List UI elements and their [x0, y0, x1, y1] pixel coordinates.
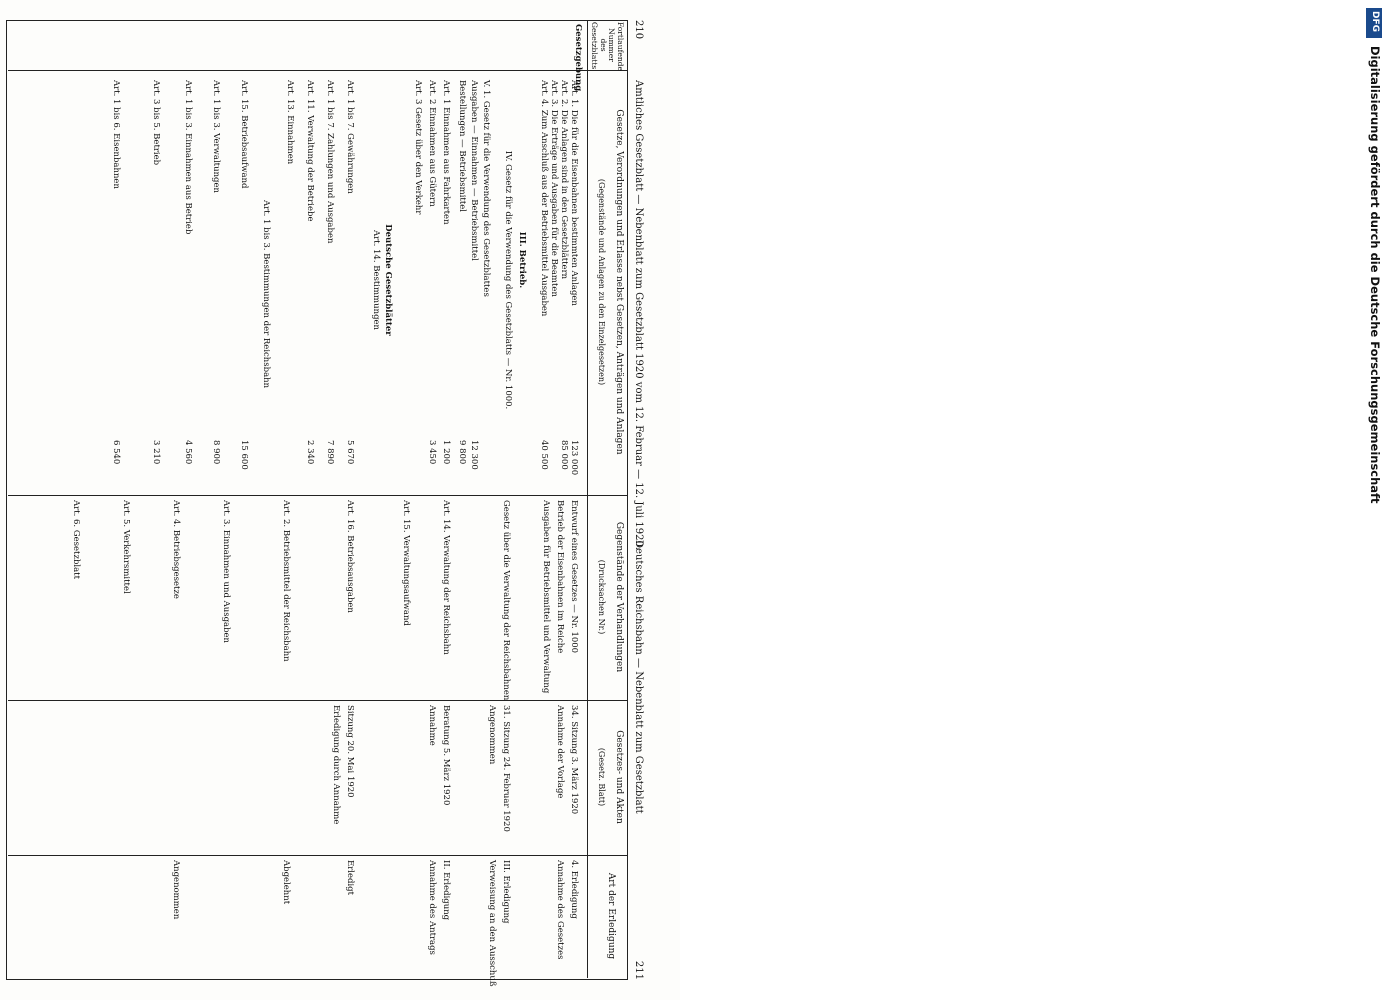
left-line: Art. 1 bis 3. Verwaltungen — [211, 80, 221, 193]
amount-value: 9 800 — [457, 440, 467, 465]
acts-line: Annahme der Vorlage — [555, 705, 565, 799]
column-header-acts: Gesetzes- und Akten — [614, 730, 624, 824]
table-frame — [6, 20, 628, 980]
proceedings-line: Art. 5. Verkehrsmittel — [121, 500, 131, 594]
column-header-proceedings-sub: (Drucksachen Nr.) — [597, 559, 606, 635]
settlement-line: 4. Erledigung — [569, 860, 579, 919]
column-header-number: Fortlaufende Nummer des Gesetzblatts — [590, 22, 625, 71]
column-header-settlement: Art der Erledigung — [606, 872, 616, 960]
proceedings-line: Art. 2. Betriebsmittel der Reichsbahn — [281, 500, 291, 662]
acts-line: Angenommen — [487, 705, 497, 765]
column-rule-4 — [8, 855, 628, 856]
column-rule-3 — [8, 700, 628, 701]
column-header-proceedings: Gegenstände der Verhandlungen — [614, 521, 624, 673]
dfg-logo — [1366, 8, 1382, 38]
amount-value: 3 450 — [427, 440, 437, 465]
amount-value: 6 540 — [111, 440, 121, 465]
page-number-left: 210 — [633, 20, 644, 40]
settlement-line: Abgelehnt — [281, 860, 291, 905]
left-running-title: Amtliches Gesetzblatt — Nebenblatt zum Gesetzblatt 1920 vom 12. Februar — 12. Juli 1920. — [633, 80, 644, 550]
column-header-acts-sub: (Gesetz. Blatt) — [597, 747, 606, 807]
digitization-sidebar — [680, 0, 1382, 1000]
left-line: Art. 1 bis 3. Bestimmungen der Reichsbahn — [261, 200, 271, 389]
left-line: Art. 4. Zum Anschluß aus der Betriebsmittel Ausgaben — [539, 80, 549, 317]
settlement-line: Erledigt — [345, 860, 355, 896]
amount-value: 7 890 — [325, 440, 335, 465]
amount-value: 15 600 — [239, 440, 249, 470]
amount-value: 2 340 — [305, 440, 315, 465]
left-line: Art. 2 Einnahmen aus Gütern — [427, 80, 437, 207]
amount-value: 12 300 — [469, 440, 479, 470]
funding-caption — [1364, 46, 1384, 606]
left-line: Art. 1 bis 7. Zahlungen und Ausgaben — [325, 80, 335, 244]
acts-line: Beratung 5. März 1920 — [441, 705, 451, 806]
acts-line: 31. Sitzung 24. Februar 1920 — [501, 705, 511, 832]
amount-value: 5 670 — [345, 440, 355, 465]
proceedings-line: Entwurf eines Gesetzes — Nr. 1000 — [569, 500, 579, 654]
proceedings-line: Art. 3. Einnahmen und Ausgaben — [221, 500, 231, 644]
amount-value: 1 200 — [441, 440, 451, 465]
left-line: V. 1. Gesetz für die Verwendung des Gesetzblattes — [481, 80, 491, 297]
amount-value: 8 900 — [211, 440, 221, 465]
settlement-line: Verweisung an den Ausschuß — [487, 860, 497, 987]
proceedings-line: Art. 6. Gesetzblatt — [71, 500, 81, 579]
amount-value: 4 560 — [183, 440, 193, 465]
left-line: Art. 3 bis 5. Betrieb — [151, 80, 161, 166]
left-line: Art. 3 Gesetz über den Verkehr — [413, 80, 423, 215]
left-line: Art. 13. Einnahmen — [285, 80, 295, 165]
amount-value: 123 000 — [569, 440, 579, 476]
proceedings-line: Betrieb der Eisenbahnen im Reiche — [555, 500, 565, 654]
left-line: Bestellungen — Betriebsmittel — [457, 80, 467, 212]
left-line: Art. 1 bis 7. Gewährungen — [345, 80, 355, 194]
right-running-title: Deutsches Reichsbahn — Nebenblatt zum Gesetzblatt — [633, 540, 644, 814]
proceedings-line: Art. 14. Verwaltung der Reichsbahn — [441, 500, 451, 655]
amount-value: 85 000 — [559, 440, 569, 470]
acts-line: Erledigung durch Annahme — [331, 705, 341, 825]
left-line: Ausgaben — Einnahmen — Betriebsmittel — [469, 80, 479, 261]
page-number-right: 211 — [633, 960, 644, 980]
funding-caption-text: Digitalisierung gefördert durch die Deutsche Forschungsgemeinschaft — [1368, 46, 1382, 504]
header-rule — [587, 20, 588, 978]
left-line: Deutsche Gesetzblätter — [383, 224, 393, 336]
acts-line: 34. Sitzung 3. März 1920 — [569, 705, 579, 815]
left-line: Art. 15. Betriebsaufwand — [239, 80, 249, 189]
column-header-laws: Gesetze, Verordnungen und Erlasse nebst Gesetzen, Anträgen und Anlagen — [614, 109, 624, 455]
column-rule-1 — [8, 70, 628, 71]
settlement-line: Angenommen — [171, 860, 181, 920]
proceedings-line: Ausgaben für Betriebsmittel und Verwaltung — [541, 500, 551, 694]
left-line: Art. 1 Einnahmen aus Fahrkarten — [441, 80, 451, 225]
left-line: Art. 3. Die Erträge und Ausgaben für die Beamten — [549, 80, 559, 297]
left-line: Art. 2. Die Anlagen sind in den Gesetzblättern — [559, 80, 569, 280]
left-line: Art. 1 bis 3. Einnahmen aus Betrieb — [183, 80, 193, 235]
proceedings-line: Art. 15. Verwaltungsaufwand — [401, 500, 411, 626]
left-line: Art. 1. Die für die Eisenbahnen bestimmten Anlagen — [569, 80, 579, 306]
dfg-logo-text: DFG — [1370, 11, 1380, 33]
first-entry-label: Gesetzgebung — [573, 24, 583, 92]
left-line: III. Betrieb. — [517, 231, 527, 289]
left-line: IV. Gesetz für die Verwendung des Gesetzblatts — Nr. 1000. — [503, 150, 513, 410]
proceedings-line: Gesetz über die Verwaltung der Reichsbahnen — [501, 500, 511, 701]
column-header-laws-sub: (Gegenstände und Anlagen zu den Einzelgesetzen) — [597, 178, 606, 386]
acts-line: Annahme — [427, 705, 437, 746]
settlement-line: III. Erledigung — [501, 860, 511, 924]
running-header — [630, 20, 644, 980]
settlement-line: II. Erledigung — [441, 860, 451, 921]
proceedings-line: Art. 4. Betriebsgesetze — [171, 500, 181, 599]
amount-value: 3 210 — [151, 440, 161, 465]
rotated-document-page — [0, 0, 650, 1000]
settlement-line: Annahme des Antrags — [427, 860, 437, 955]
left-line: Art. 11. Verwaltung der Betriebe — [305, 80, 315, 222]
left-line: Art. 14. Bestimmungen — [371, 229, 381, 331]
column-rule-2 — [8, 495, 628, 496]
settlement-line: Annahme des Gesetzes — [555, 860, 565, 960]
proceedings-line: Art. 16. Betriebsausgaben — [345, 500, 355, 613]
acts-line: Sitzung 20. Mai 1920 — [345, 705, 355, 798]
amount-value: 40 500 — [539, 440, 549, 470]
left-line: Art. 1 bis 6. Eisenbahnen — [111, 80, 121, 189]
